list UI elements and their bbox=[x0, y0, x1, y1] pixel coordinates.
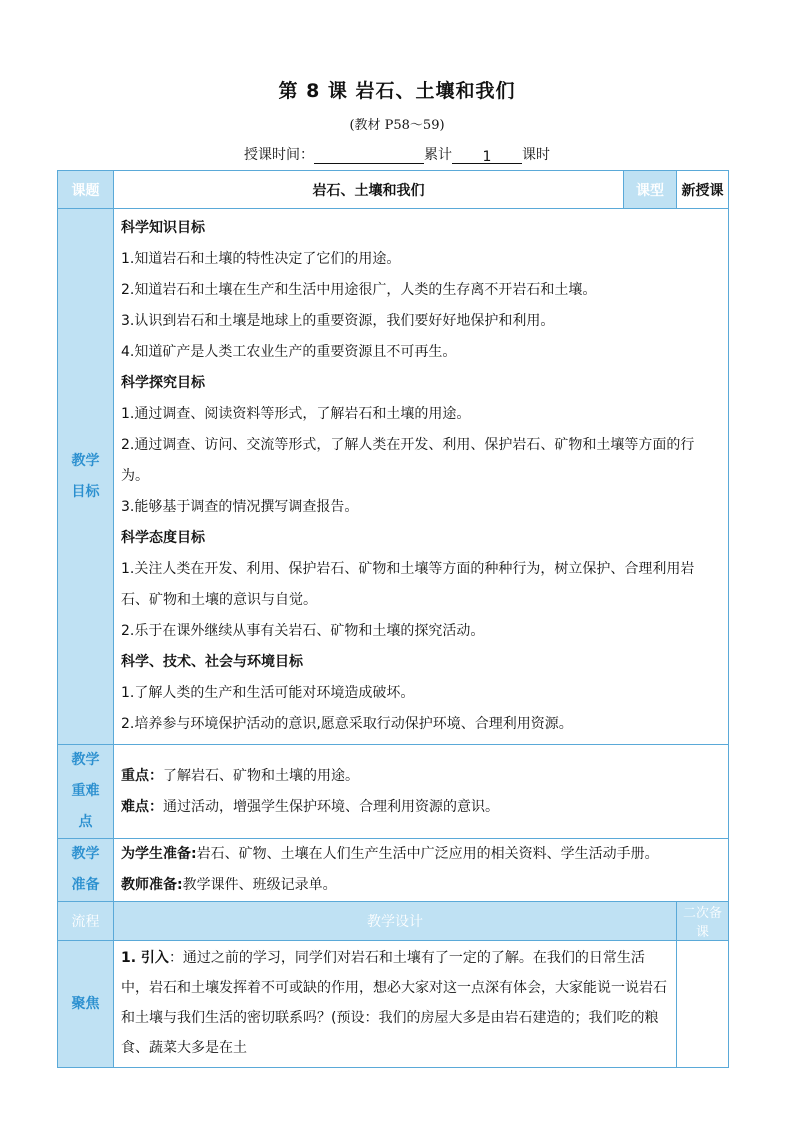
goals-label: 教学 目标 bbox=[58, 209, 114, 745]
goal-item: 3.认识到岩石和土壤是地球上的重要资源，我们要好好地保护和利用。 bbox=[121, 313, 555, 329]
lesson-title: 第 8 课 岩石、土壤和我们 bbox=[278, 80, 516, 102]
topic-value: 岩石、土壤和我们 bbox=[114, 171, 624, 209]
inquiry-goal-heading: 科学探究目标 bbox=[121, 375, 205, 391]
key-point-label: 重点： bbox=[121, 767, 163, 784]
intro-label: 1. 引入 bbox=[121, 950, 169, 966]
goal-item: 2.知道岩石和土壤在生产和生活中用途很广，人类的生存离不开岩石和土壤。 bbox=[121, 282, 597, 298]
flow-label: 流程 bbox=[58, 902, 114, 941]
goal-item: 2.乐于在课外继续从事有关岩石、矿物和土壤的探究活动。 bbox=[121, 623, 485, 639]
flow-header-row bbox=[58, 902, 729, 941]
focus-row bbox=[58, 941, 729, 1068]
topic-row bbox=[58, 171, 729, 209]
preparation-content bbox=[114, 839, 729, 902]
key-point-text: 了解岩石、矿物和土壤的用途。 bbox=[163, 767, 359, 784]
focus-content bbox=[114, 941, 677, 1068]
key-points-label: 教学 重难 点 bbox=[58, 745, 114, 839]
key-points-row bbox=[58, 745, 729, 839]
difficulty-label: 难点： bbox=[121, 798, 163, 815]
stse-goal-heading: 科学、技术、社会与环境目标 bbox=[121, 654, 303, 670]
topic-label: 课题 bbox=[58, 171, 114, 209]
second-prep-label: 二次备课 bbox=[677, 902, 729, 941]
goal-item: 1.了解人类的生产和生活可能对环境造成破坏。 bbox=[121, 685, 415, 701]
type-value: 新授课 bbox=[677, 171, 729, 209]
goal-item: 2.通过调查、访问、交流等形式，了解人类在开发、利用、保护岩石、矿物和土壤等方面的行为。 bbox=[121, 437, 695, 484]
attitude-goal-heading: 科学态度目标 bbox=[121, 530, 205, 546]
goal-item: 3.能够基于调查的情况撰写调查报告。 bbox=[121, 499, 359, 515]
goal-item: 1.通过调查、阅读资料等形式，了解岩石和土壤的用途。 bbox=[121, 406, 471, 422]
time-blank bbox=[314, 149, 424, 164]
lesson-time-line bbox=[0, 144, 794, 164]
design-label: 教学设计 bbox=[114, 902, 677, 941]
time-label: 授课时间： bbox=[244, 147, 314, 163]
second-prep-cell bbox=[677, 941, 729, 1068]
goals-content bbox=[114, 209, 729, 745]
student-prep-text: 岩石、矿物、土壤在人们生产生活中广泛应用的相关资料、学生活动手册。 bbox=[196, 846, 659, 862]
type-label: 课型 bbox=[624, 171, 677, 209]
goals-row bbox=[58, 209, 729, 745]
unit-label: 课时 bbox=[522, 147, 550, 163]
intro-text: ：通过之前的学习，同学们对岩石和土壤有了一定的了解。在我们的日常生活中，岩石和土壤发挥着不可或缺的作用，想必大家对这一点深有体会，大家能说一说岩石和土壤与我们生活的密切联系吗？(预设：我们的房屋大多是由岩石建造的；我们吃的粮食、蔬菜大多是在土 bbox=[121, 950, 667, 1056]
knowledge-goal-heading: 科学知识目标 bbox=[121, 220, 205, 236]
difficulty-text: 通过活动，增强学生保护环境、合理利用资源的意识。 bbox=[163, 798, 499, 815]
goal-item: 4.知道矿产是人类工农业生产的重要资源且不可再生。 bbox=[121, 344, 457, 360]
preparation-row bbox=[58, 839, 729, 902]
textbook-pages: (教材 P58～59) bbox=[349, 118, 445, 133]
preparation-label: 教学 准备 bbox=[58, 839, 114, 902]
teacher-prep-label: 教师准备: bbox=[121, 877, 183, 893]
total-value: 1 bbox=[452, 149, 522, 164]
lesson-plan-table bbox=[57, 170, 729, 1068]
teacher-prep-text: 教学课件、班级记录单。 bbox=[182, 877, 337, 893]
goal-item: 2.培养参与环境保护活动的意识,愿意采取行动保护环境、合理利用资源。 bbox=[121, 716, 573, 732]
goal-item: 1.知道岩石和土壤的特性决定了它们的用途。 bbox=[121, 251, 401, 267]
focus-label: 聚焦 bbox=[58, 941, 114, 1068]
key-points-content bbox=[114, 745, 729, 839]
total-label: 累计 bbox=[424, 147, 452, 163]
student-prep-label: 为学生准备: bbox=[121, 846, 197, 862]
goal-item: 1.关注人类在开发、利用、保护岩石、矿物和土壤等方面的种种行为，树立保护、合理利用岩石、矿物和土壤的意识与自觉。 bbox=[121, 561, 695, 608]
